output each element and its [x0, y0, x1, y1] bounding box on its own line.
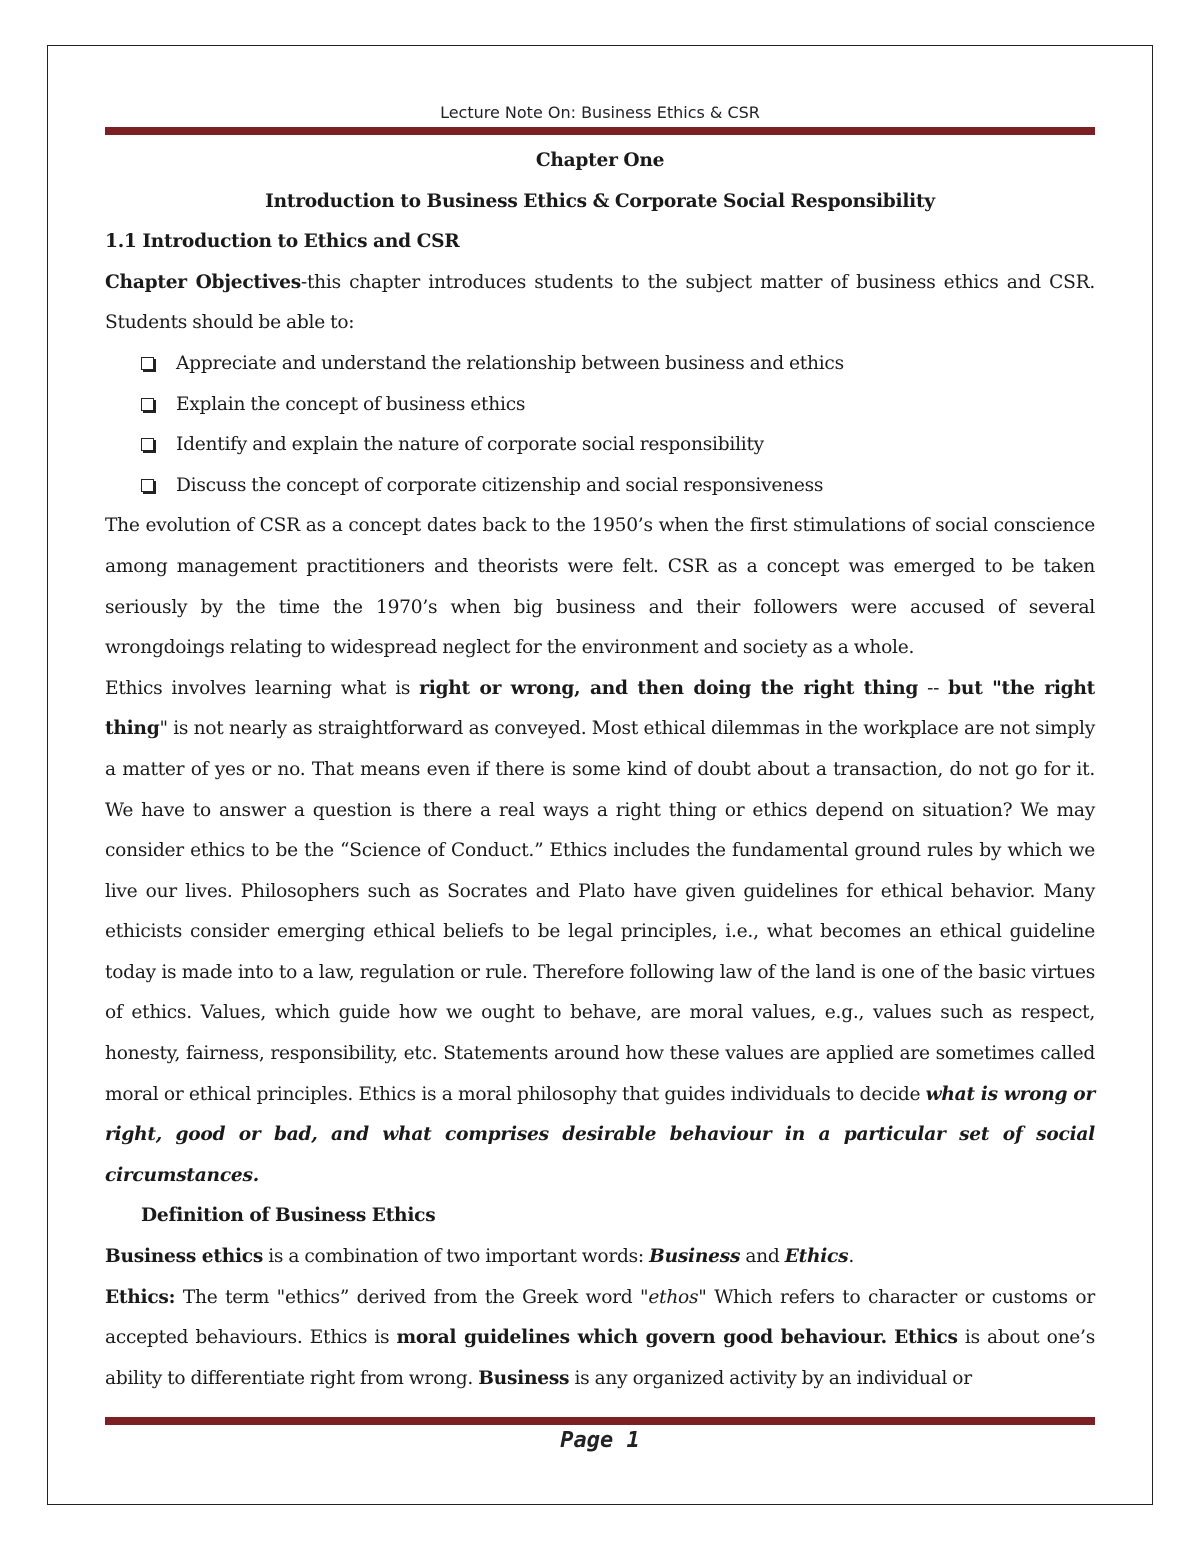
paragraph-ethics-term — [105, 1278, 1095, 1400]
objective-text: Appreciate and understand the relationship between business and ethics — [176, 352, 844, 374]
objective-text: Discuss the concept of corporate citizenship and social responsiveness — [176, 474, 824, 496]
definition-heading: Definition of Business Ethics — [141, 1205, 436, 1227]
text-run: " Which refers to character or customs or accepted behaviours. Ethics is — [105, 1286, 1095, 1349]
checkbox-bullet-icon — [141, 479, 154, 492]
emphasis-run: what is wrong or right, good or bad, and what comprises desirable behaviour in a particular set of social circumstances. — [105, 1083, 1095, 1186]
emphasis-run: Business — [649, 1246, 741, 1268]
objective-text: Identify and explain the nature of corporate social responsibility — [176, 434, 764, 456]
paragraph-definition — [105, 1237, 1095, 1278]
text-run: is about one’s ability to differentiate right from wrong. — [105, 1327, 1095, 1389]
objectives-list — [105, 344, 1095, 506]
paragraph-ethics — [105, 669, 1095, 1197]
list-item — [141, 385, 1095, 426]
text-run: -- — [918, 677, 949, 699]
document-body — [105, 141, 1095, 1399]
emphasis-run: Business ethics — [105, 1246, 264, 1268]
emphasis-run: right or wrong, and then doing the right thing — [419, 677, 919, 699]
checkbox-bullet-icon — [141, 438, 154, 451]
checkbox-bullet-icon — [141, 398, 154, 411]
emphasis-run: ethos — [648, 1286, 699, 1308]
list-item — [141, 466, 1095, 507]
chapter-title: Chapter One — [535, 150, 665, 171]
text-run: is a combination of two important words: — [263, 1246, 650, 1268]
emphasis-run: Business — [478, 1367, 570, 1389]
emphasis-run: but "the right thing — [105, 677, 1095, 740]
text-run: The term "ethics” derived from the Greek word " — [175, 1286, 649, 1308]
objective-text: Explain the concept of business ethics — [176, 393, 526, 415]
emphasis-run: Ethics: — [105, 1286, 176, 1308]
objectives-intro-text: -this chapter introduces students to the subject matter of business ethics and CSR. Students should be able to: — [105, 271, 1095, 334]
running-header: Lecture Note On: Business Ethics & CSR — [440, 103, 760, 122]
text-run: and — [740, 1246, 785, 1268]
text-run: . — [848, 1246, 855, 1268]
emphasis-run: Ethics — [784, 1246, 849, 1268]
emphasis-run: Ethics — [894, 1327, 958, 1349]
page-number: Page 1 — [560, 1428, 640, 1453]
paragraph-csr-evolution: The evolution of CSR as a concept dates back to the 1950’s when the first stimulations of social conscience among management practitioners and theorists were felt. CSR as a concept was emerged to be taken seriously by the time the 1970’s when big business and their followers were accused of several wrongdoings relating to widespread neglect for the environment and society as a whole. — [105, 515, 1095, 659]
objectives-label: Chapter Objectives — [105, 271, 301, 293]
text-run: is any organized activity by an individual or — [569, 1367, 972, 1389]
text-run: " is not nearly as straightforward as conveyed. Most ethical dilemmas in the workplace are not simply a matter of yes or no. That means even if there is some kind of doubt about a transaction, do not go for it. We have to answer a question is there a real ways a right thing or ethics depend on situation? We may consider ethics to be the “Science of Conduct.” Ethics includes the fundamental ground rules by which we live our lives. Philosophers such as Socrates and Plato have given guidelines for ethical behavior. Many ethicists consider emerging ethical beliefs to be legal principles, i.e., what becomes an ethical guideline today is made into to a law, regulation or rule. Therefore following law of the land is one of the basic virtues of ethics. Values, which guide how we ought to behave, are moral values, e.g., values such as respect, honesty, fairness, responsibility, etc. Statements around how these values are applied are sometimes called moral or ethical principles. Ethics is a moral philosophy that guides individuals to decide — [105, 718, 1095, 1105]
header-rule — [105, 127, 1095, 135]
checkbox-bullet-icon — [141, 357, 154, 370]
chapter-subtitle: Introduction to Business Ethics & Corporate Social Responsibility — [265, 190, 935, 212]
text-run: Ethics involves learning what is — [105, 677, 420, 699]
objectives-intro — [105, 263, 1095, 344]
list-item — [141, 425, 1095, 466]
emphasis-run: moral guidelines which govern good behaviour. — [396, 1327, 887, 1349]
footer-rule — [105, 1417, 1095, 1425]
list-item — [141, 344, 1095, 385]
text-run — [887, 1327, 894, 1348]
section-heading: 1.1 Introduction to Ethics and CSR — [105, 231, 460, 253]
